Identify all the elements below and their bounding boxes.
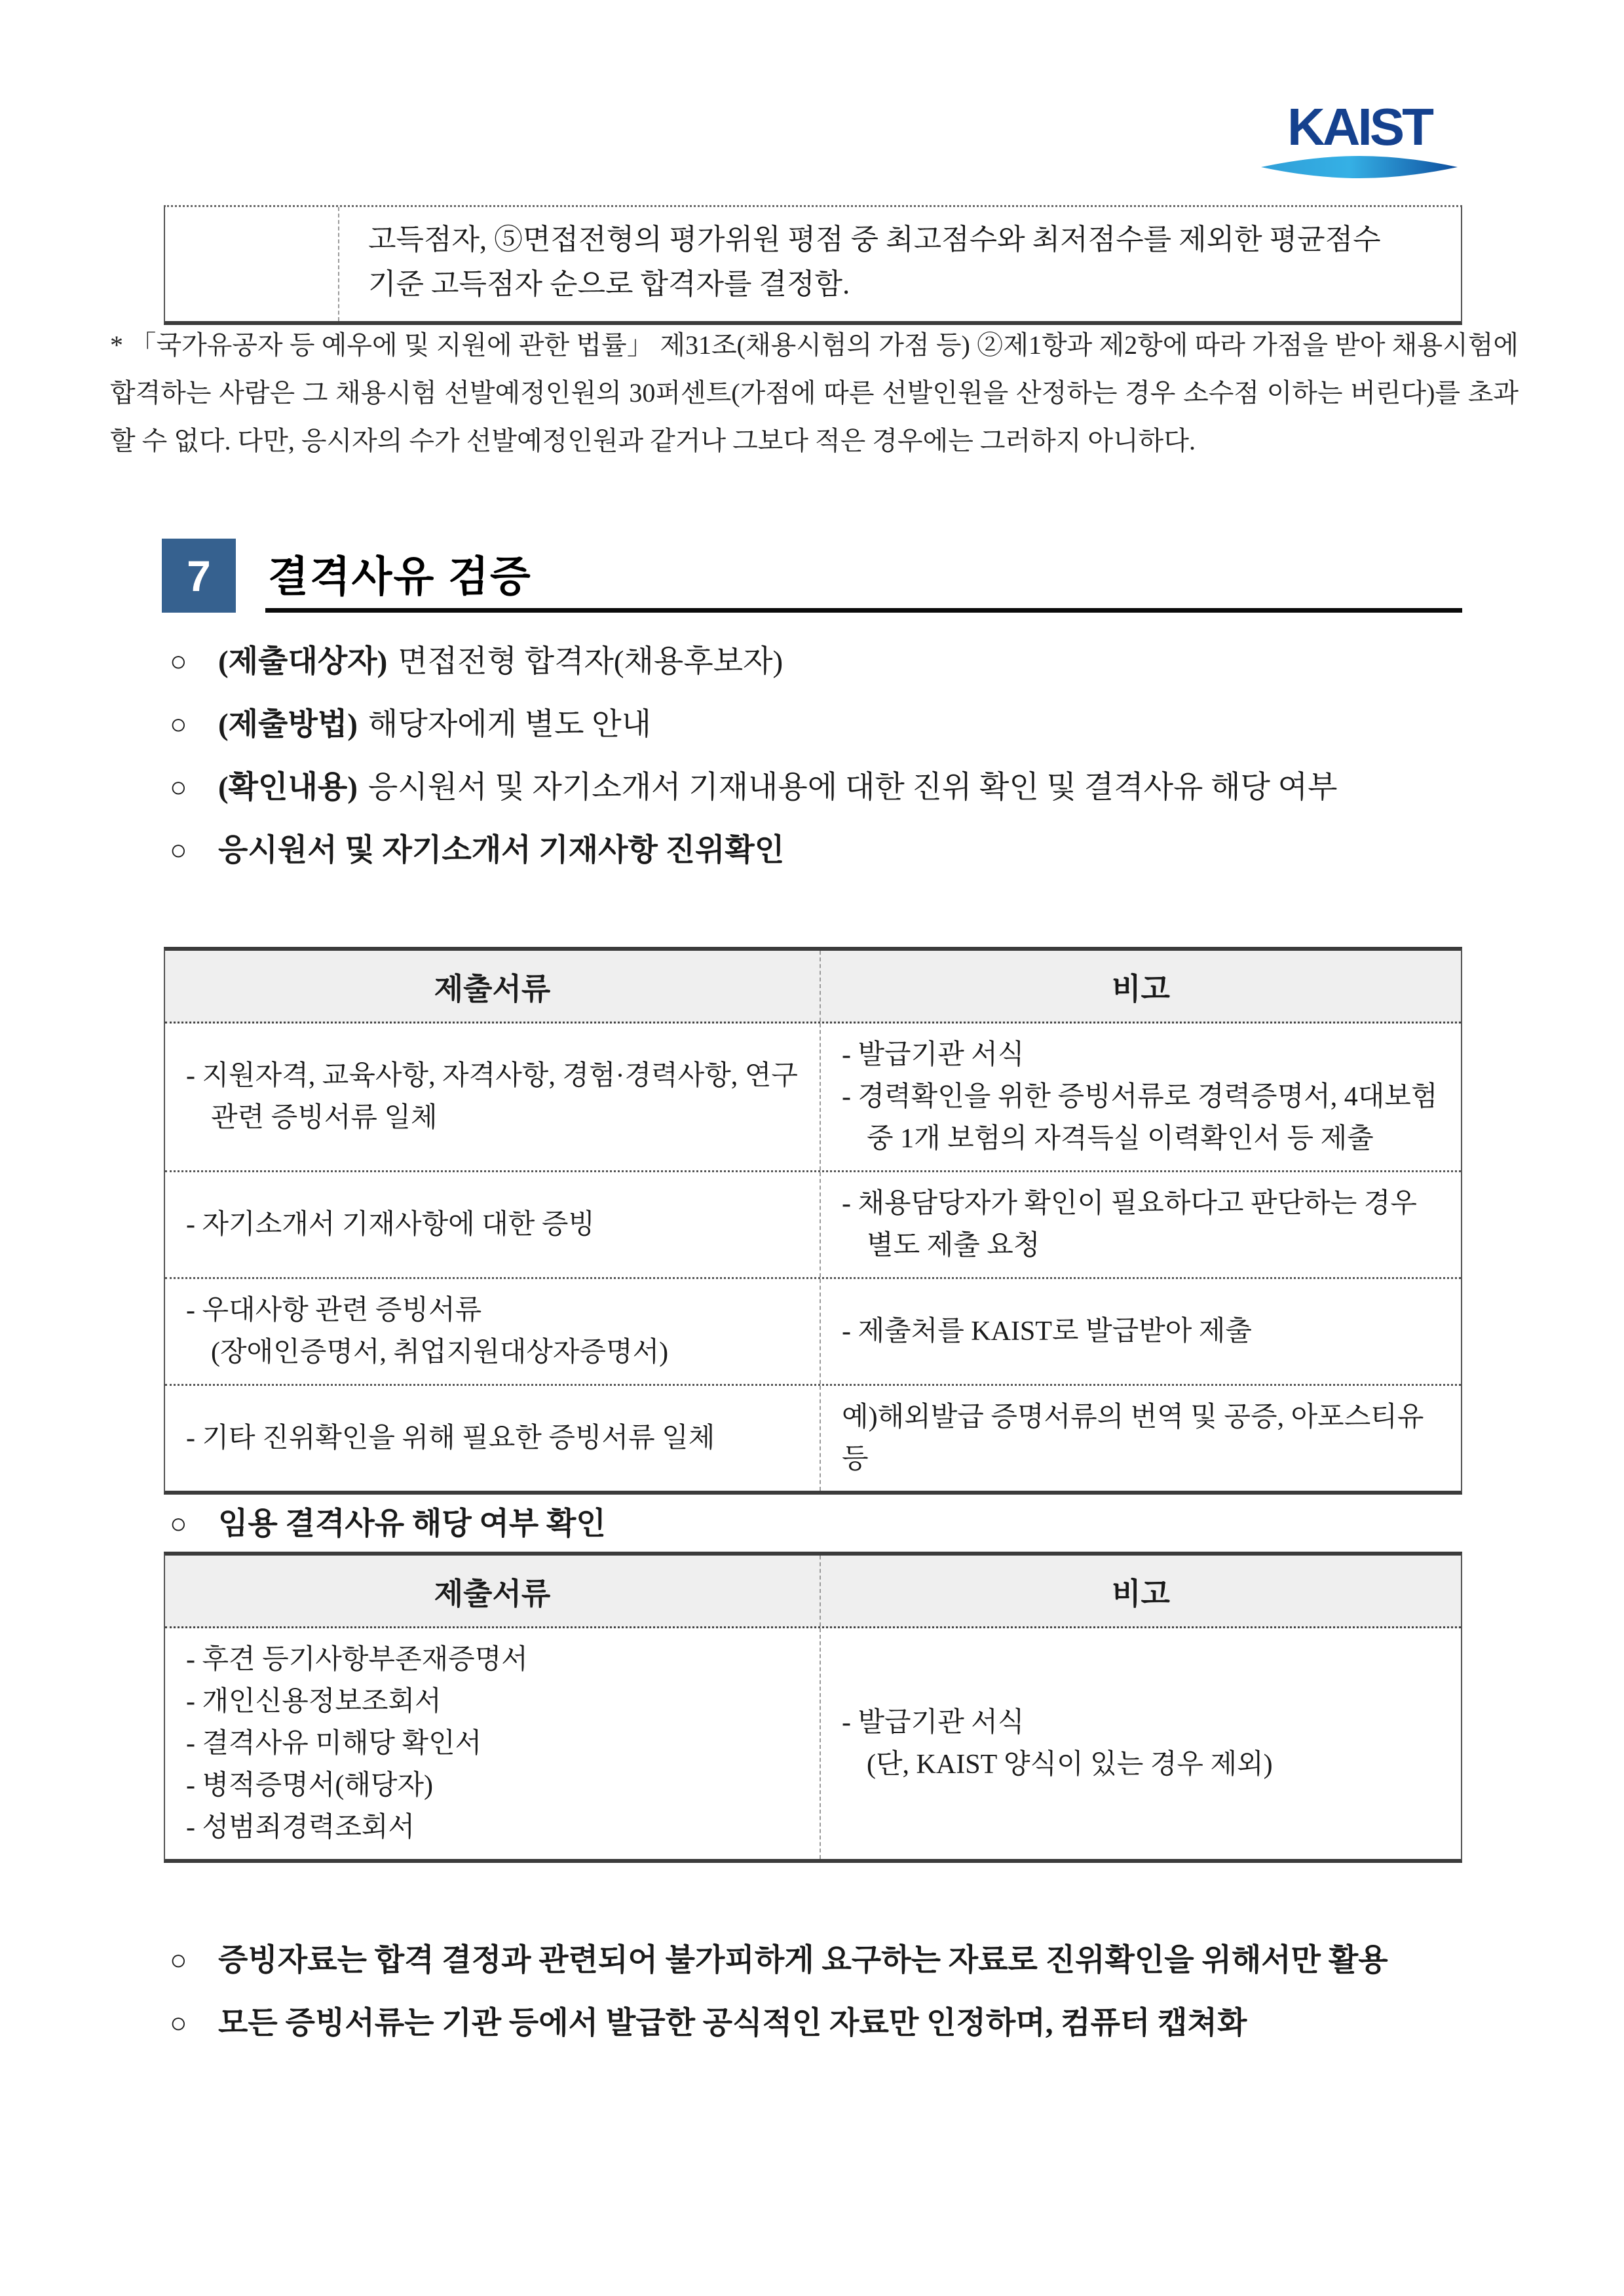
bullet-text: 임용 결격사유 해당 여부 확인	[218, 1507, 606, 1541]
bullet-list-middle	[167, 1495, 1513, 1558]
section-number-badge: 7	[162, 539, 236, 613]
cell-line: - 발급기관 서식	[842, 1040, 1025, 1070]
cell-line: - 자기소개서 기재사항에 대한 증빙	[186, 1210, 595, 1240]
bullet-text: 해당자에게 별도 안내	[368, 708, 652, 742]
column-header-note: 비고	[1112, 1577, 1170, 1611]
cell-line: - 제출처를 KAIST로 발급받아 제출	[842, 1316, 1252, 1347]
carryover-line: 기준 고득점자 순으로 합격자를 결정함.	[368, 268, 850, 300]
legal-footnote: * 「국가유공자 등 예우에 및 지원에 관한 법률」 제31조(채용시험의 가점 등) ②제1항과 제2항에 따라 가점을 받아 채용시험에 합격하는 사람은 그 채용시험 선발예정인원의 30퍼센트(가점에 따른 선발인원을 산정하는 경우 소수점 이하는 버린다)를 초과할 수 없다. 다만, 응시자의 수가 선발예정인원과 같거나 그보다 적은 경우에는 그러하지 아니하다.	[110, 330, 1519, 455]
note-cell	[821, 1172, 1461, 1277]
bullet-marker: ○	[170, 2007, 187, 2039]
cell-line: - 경력확인을 위한 증빙서류로 경력증명서, 4대보험 중 1개 보험의 자격득실 이력확인서 등 제출	[842, 1082, 1438, 1154]
bullet-marker: ○	[170, 1508, 187, 1540]
bullet-marker: ○	[170, 771, 187, 803]
kaist-logo	[1255, 98, 1464, 178]
note-cell	[821, 1628, 1461, 1859]
column-header-documents: 제출서류	[165, 1556, 821, 1626]
column-header-documents: 제출서류	[165, 951, 821, 1022]
bullet-text: 증빙자료는 합격 결정과 관련되어 불가피하게 요구하는 자료로 진위확인을 위해서만 활용	[218, 1943, 1388, 1978]
cell-line: - 우대사항 관련 증빙서류	[186, 1295, 482, 1326]
disqualification-table	[164, 1552, 1462, 1863]
bullet-label: (제출방법)	[218, 708, 358, 742]
cell-line: - 결격사유 미해당 확인서	[186, 1729, 482, 1759]
cell-line: - 채용담당자가 확인이 필요하다고 판단하는 경우 별도 제출 요청	[842, 1189, 1417, 1261]
cell-line: - 개인신용정보조회서	[186, 1687, 442, 1717]
cell-line: 예)해외발급 증명서류의 번역 및 공증, 아포스티유 등	[842, 1402, 1424, 1474]
table-row	[165, 1386, 1461, 1491]
carryover-table-text-cell	[339, 207, 1461, 321]
column-header-note: 비고	[1112, 972, 1170, 1006]
cell-line: - 지원자격, 교육사항, 자격사항, 경험·경력사항, 연구 관련 증빙서류 일체	[186, 1061, 798, 1133]
table-row	[165, 1172, 1461, 1279]
bullet-marker: ○	[170, 708, 187, 740]
table-row	[165, 1279, 1461, 1386]
cell-line: - 성범죄경력조회서	[186, 1812, 415, 1843]
documents-cell	[165, 1279, 821, 1384]
list-item	[167, 759, 1513, 816]
cell-line: - 병적증명서(해당자)	[186, 1770, 434, 1801]
carryover-line: 고득점자, ⑤면접전형의 평가위원 평점 중 최고점수와 최저점수를 제외한 평균점수	[368, 223, 1381, 256]
bullet-label: (제출대상자)	[218, 645, 388, 679]
bullet-list-bottom	[167, 1932, 1513, 2057]
note-cell	[821, 1386, 1461, 1491]
list-item	[167, 1995, 1513, 2052]
cell-line: (단, KAIST 양식이 있는 경우 제외)	[867, 1750, 1273, 1780]
kaist-logo-lens-icon	[1261, 156, 1458, 178]
documents-cell	[165, 1024, 821, 1170]
table-row	[165, 1024, 1461, 1172]
bullet-text: 응시원서 및 자기소개서 기재내용에 대한 진위 확인 및 결격사유 해당 여부	[368, 771, 1338, 805]
cell-line: - 기타 진위확인을 위해 필요한 증빙서류 일체	[186, 1423, 715, 1453]
carryover-table	[164, 205, 1462, 325]
documents-cell	[165, 1628, 821, 1859]
bullet-marker: ○	[170, 645, 187, 678]
cell-line: - 발급기관 서식	[842, 1708, 1025, 1738]
list-item	[167, 633, 1513, 691]
bullet-marker: ○	[170, 1944, 187, 1976]
bullet-marker: ○	[170, 834, 187, 866]
table-header-row	[165, 1556, 1461, 1628]
note-cell	[821, 1024, 1461, 1170]
section-underline	[265, 608, 1462, 613]
verification-table	[164, 947, 1462, 1495]
documents-cell	[165, 1386, 821, 1491]
bullet-label: (확인내용)	[218, 771, 358, 805]
table-row	[165, 1628, 1461, 1859]
note-cell	[821, 1279, 1461, 1384]
table-header-row	[165, 951, 1461, 1024]
bullet-text: 면접전형 합격자(채용후보자)	[398, 645, 784, 679]
bullet-text: 모든 증빙서류는 기관 등에서 발급한 공식적인 자료만 인정하며, 컴퓨터 캡쳐화	[218, 2006, 1247, 2040]
section-header	[162, 539, 1462, 617]
list-item	[167, 1495, 1513, 1553]
bullet-text: 응시원서 및 자기소개서 기재사항 진위확인	[218, 833, 785, 868]
carryover-table-empty-cell	[165, 207, 339, 321]
section-title: 결격사유 검증	[268, 553, 532, 600]
list-item	[167, 822, 1513, 879]
bullet-list-top	[167, 633, 1513, 885]
cell-line: - 후견 등기사항부존재증명서	[186, 1645, 528, 1675]
list-item	[167, 696, 1513, 754]
documents-cell	[165, 1172, 821, 1277]
list-item	[167, 1932, 1513, 1989]
cell-line: (장애인증명서, 취업지원대상자증명서)	[211, 1337, 669, 1368]
kaist-logo-wordmark: KAIST	[1287, 98, 1431, 156]
